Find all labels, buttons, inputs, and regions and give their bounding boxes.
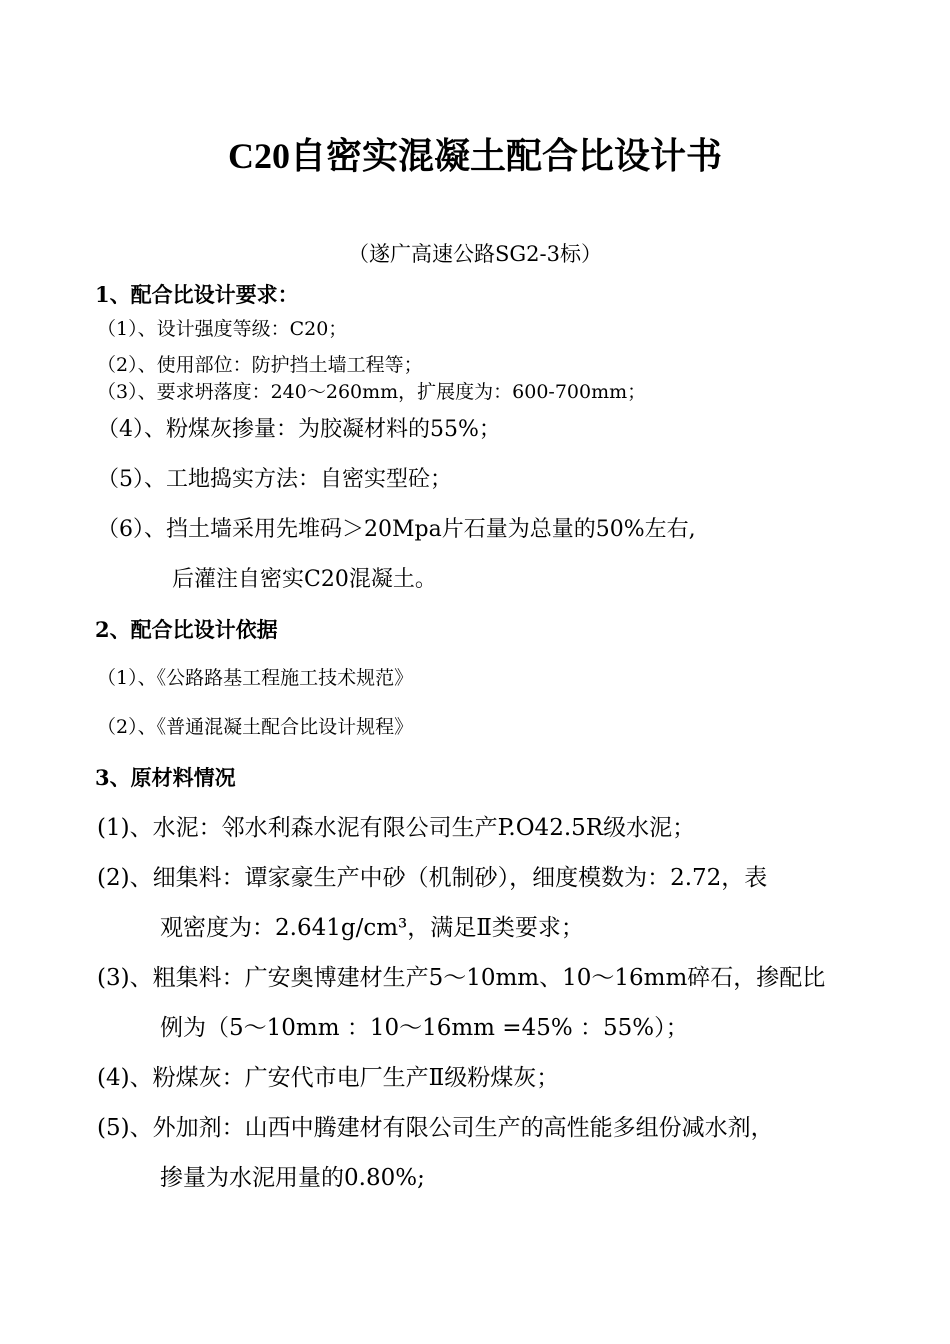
section-3-item-continuation: 掺量为水泥用量的0.80%; [160, 1165, 425, 1191]
section-1-item: （1）、设计强度等级：C20； [97, 318, 348, 340]
section-1-item-continuation: 后灌注自密实C20混凝土。 [172, 567, 437, 592]
section-3-item: (5)、外加剂：山西中腾建材有限公司生产的高性能多组份减水剂， [97, 1115, 774, 1141]
section-3-heading: 3、原材料情况 [95, 765, 236, 790]
section-3-item-continuation: 例为（5～10mm ：10～16mm =45% ：55%）； [160, 1015, 689, 1041]
section-3-item: (4)、粉煤灰：广安代市电厂生产Ⅱ级粉煤灰； [97, 1065, 560, 1091]
section-3-item: (1)、水泥：邻水利森水泥有限公司生产P.O42.5R级水泥； [97, 815, 696, 841]
section-2-item: （1）、《公路路基工程施工技术规范》 [97, 667, 414, 689]
section-1-item: （6）、挡土墙采用先堆码＞20Mpa片石量为总量的50%左右, [97, 517, 696, 542]
section-3-item: (3)、粗集料：广安奥博建材生产5～10mm、10～16mm碎石，掺配比 [97, 965, 826, 991]
document-subtitle: （遂广高速公路SG2-3标） [348, 242, 602, 266]
section-2-item: （2）、《普通混凝土配合比设计规程》 [97, 716, 414, 738]
section-2-heading: 2、配合比设计依据 [95, 617, 278, 642]
document-title: C20自密实混凝土配合比设计书 [228, 136, 722, 176]
section-1-item: （2）、使用部位：防护挡土墙工程等； [97, 354, 423, 376]
section-1-item: （4）、粉煤灰掺量：为胶凝材料的55%； [97, 417, 501, 442]
section-1-heading: 1、配合比设计要求： [95, 282, 299, 307]
section-3-item: (2)、细集料：谭家豪生产中砂（机制砂），细度模数为：2.72，表 [97, 865, 768, 891]
section-1-item: （3）、要求坍落度：240～260mm，扩展度为：600-700mm； [97, 381, 647, 403]
section-3-item-continuation: 观密度为：2.641g/cm³，满足Ⅱ类要求； [160, 915, 584, 941]
section-1-item: （5）、工地捣实方法：自密实型砼； [97, 467, 452, 492]
